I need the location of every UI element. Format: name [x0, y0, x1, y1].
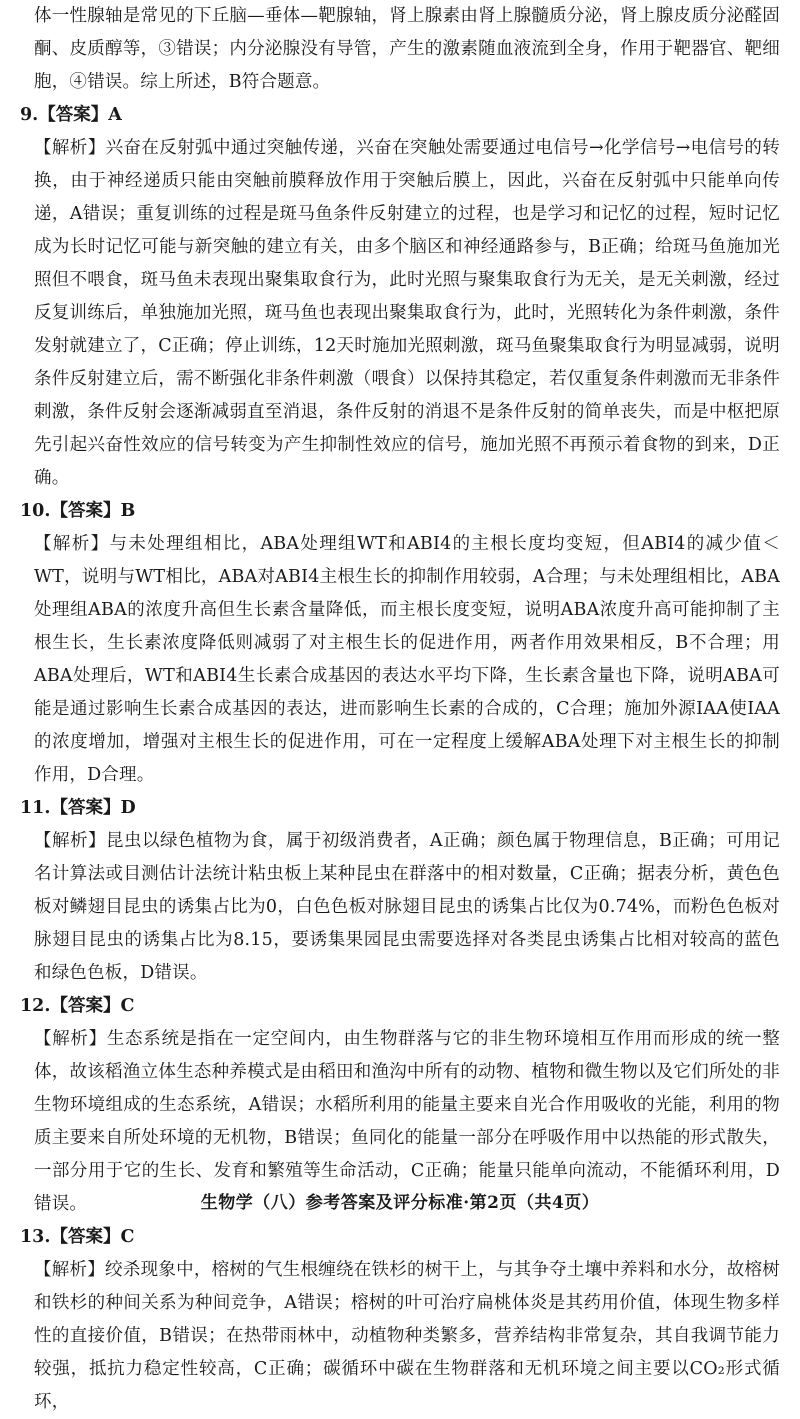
analysis-paragraph-13: 【解析】绞杀现象中，榕树的气生根缠绕在铁杉的树干上，与其争夺土壤中养料和水分，故榕树和铁杉的种间关系为种间竞争，A错误；榕树的叶可治疗扁桃体炎是其药用价值，体现生物多样性的直接价值，B错误；在热带雨林中，动植物种类繁多，营养结构非常复杂，其自我调节能力较强，抵抗力稳定性较高，C正确；碳循环中碳在生物群落和无机环境之间主要以CO₂形式循环， [34, 1260, 780, 1412]
analysis-paragraph-12: 【解析】生态系统是指在一定空间内，由生物群落与它的非生物环境相互作用而形成的统一整体，故该稻渔立体生态种养模式是由稻田和渔沟中所有的动物、植物和微生物以及它们所处的非生物环境组成的生态系统，A错误；水稻所利用的能量主要来自光合作用吸收的光能，利用的物质主要来自所处环境的无机物，B错误；鱼同化的能量一部分在呼吸作用中以热能的形式散失，一部分用于它的生长、发育和繁殖等生命活动，C正确；能量只能单向流动，不能循环利用，D错误。 [34, 1029, 780, 1214]
analysis-paragraph-9: 【解析】兴奋在反射弧中通过突触传递，兴奋在突触处需要通过电信号→化学信号→电信号的转换，由于神经递质只能由突触前膜释放作用于突触后膜上，因此，兴奋在反射弧中只能单向传递，A错误；重复训练的过程是斑马鱼条件反射建立的过程，也是学习和记忆的过程，短时记忆成为长时记忆可能与新突触的建立有关，由多个脑区和神经通路参与，B正确；给斑马鱼施加光照但不喂食，斑马鱼未表现出聚集取食行为，此时光照与聚集取食行为无关，是无关刺激，经过反复训练后，单独施加光照，斑马鱼也表现出聚集取食行为，此时，光照转化为条件刺激，条件发射就建立了，C正确；停止训练，12天时施加光照刺激，斑马鱼聚集取食行为明显减弱，说明条件反射建立后，需不断强化非条件刺激（喂食）以保持其稳定，若仅重复条件刺激而无非条件刺激，条件反射会逐渐减弱直至消退，条件反射的消退不是条件反射的简单丧失，而是中枢把原先引起兴奋性效应的信号转变为产生抑制性效应的信号，施加光照不再预示着食物的到来，D正确。 [34, 138, 780, 488]
answer-heading-9: 9.【答案】A [20, 105, 122, 125]
continuation-paragraph: 体一性腺轴是常见的下丘脑—垂体—靶腺轴，肾上腺素由肾上腺髓质分泌，肾上腺皮质分泌醛固酮、皮质醇等，③错误；内分泌腺没有导管，产生的激素随血液流到全身，作用于靶器官、靶细胞，④错误。综上所述，B符合题意。 [34, 6, 780, 92]
analysis-paragraph-10: 【解析】与未处理组相比，ABA处理组WT和ABI4的主根长度均变短，但ABI4的减少值＜WT，说明与WT相比，ABA对ABI4主根生长的抑制作用较弱，A合理；与未处理组相比，ABA处理组ABA的浓度升高但生长素含量降低，而主根长度变短，说明ABA浓度升高可能抑制了主根生长，生长素浓度降低则减弱了对主根生长的促进作用，两者作用效果相反，B不合理；用ABA处理后，WT和ABI4生长素合成基因的表达水平均下降，生长素含量也下降，说明ABA可能是通过影响生长素合成基因的表达，进而影响生长素的合成的，C合理；施加外源IAA使IAA的浓度增加，增强对主根生长的促进作用，可在一定程度上缓解ABA处理下对主根生长的抑制作用，D合理。 [34, 534, 780, 785]
answer-heading-13: 13.【答案】C [20, 1227, 135, 1247]
answer-heading-12: 12.【答案】C [20, 996, 135, 1016]
answer-heading-10: 10.【答案】B [20, 501, 136, 521]
document-page [20, 0, 780, 1412]
page-footer: 生物学（八）参考答案及评分标准·第2页（共4页） [200, 1193, 600, 1213]
answer-heading-11: 11.【答案】D [20, 798, 136, 818]
analysis-paragraph-11: 【解析】昆虫以绿色植物为食，属于初级消费者，A正确；颜色属于物理信息，B正确；可用记名计算法或目测估计法统计粘虫板上某种昆虫在群落中的相对数量，C正确；据表分析，黄色色板对鳞翅目昆虫的诱集占比为0，白色色板对脉翅目昆虫的诱集占比仅为0.74%，而粉色色板对脉翅目昆虫的诱集占比为8.15，要诱集果园昆虫需要选择对各类昆虫诱集占比相对较高的蓝色和绿色色板，D错误。 [34, 831, 780, 983]
